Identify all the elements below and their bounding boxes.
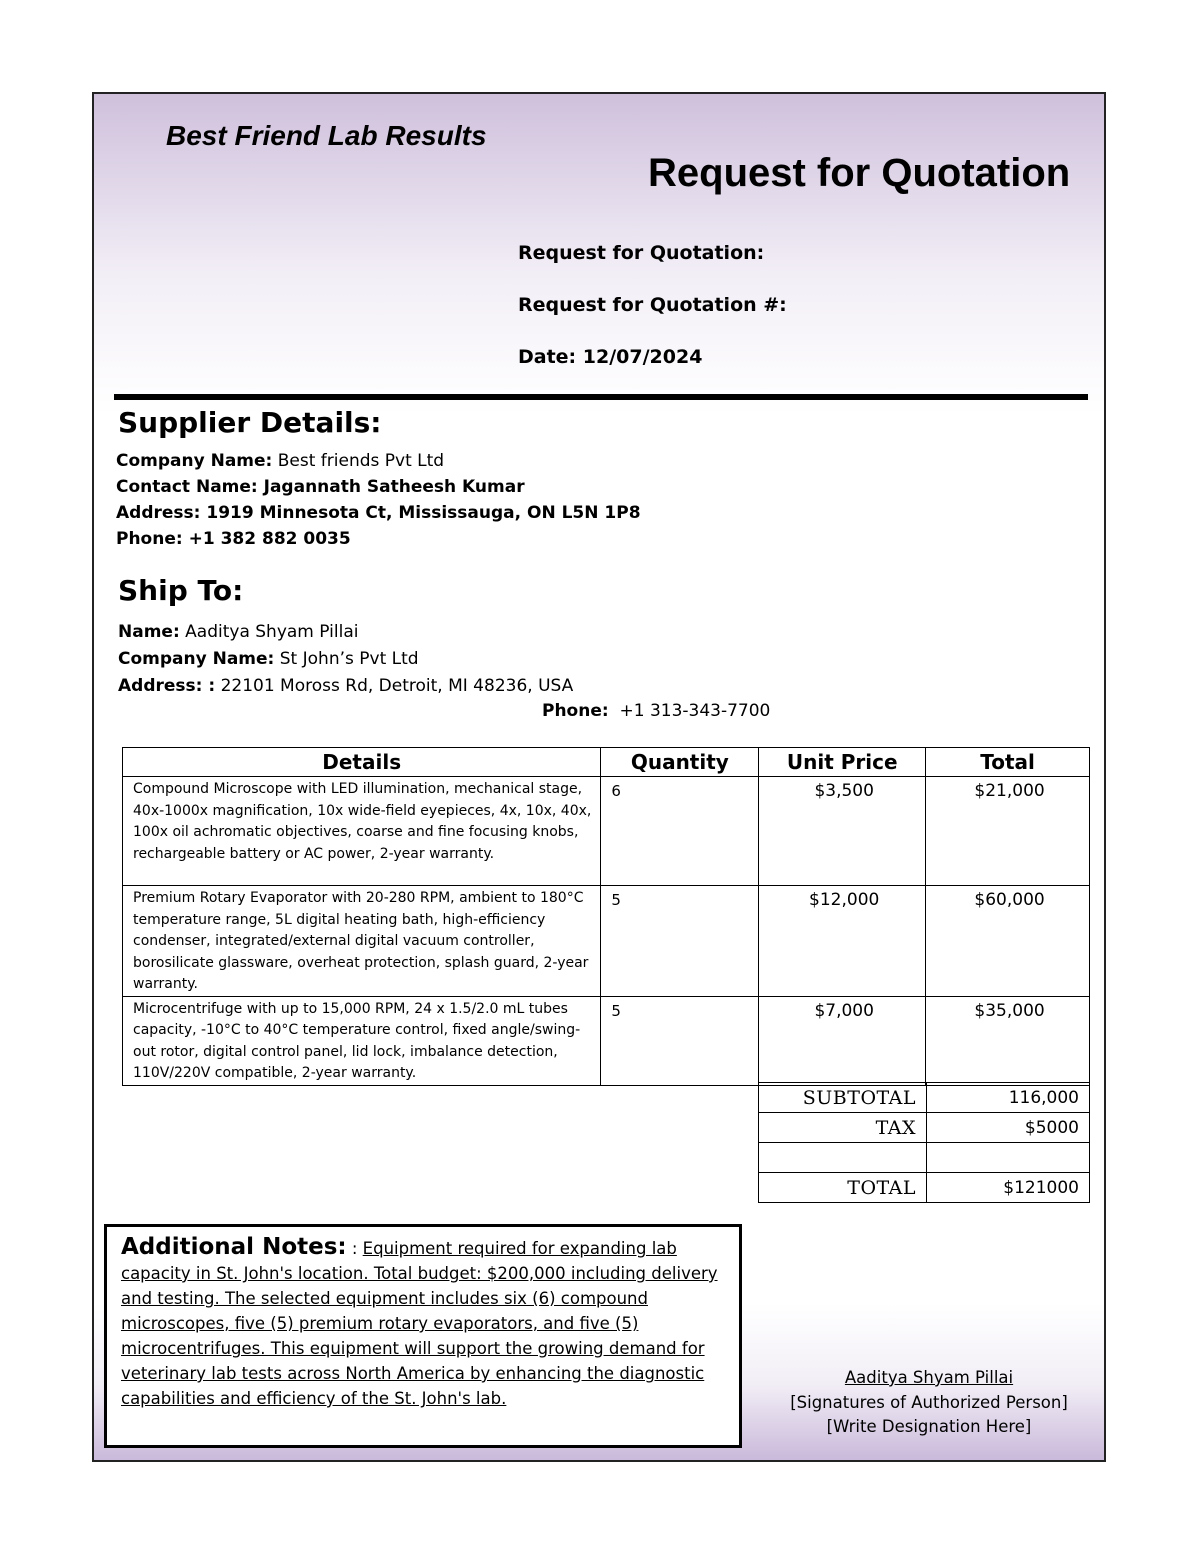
blank-label-cell xyxy=(759,1143,927,1173)
document-page xyxy=(92,92,1106,1462)
ship-to-heading: Ship To: xyxy=(118,574,244,607)
supplier-company xyxy=(116,451,444,471)
items-table xyxy=(122,747,1090,1086)
signature-name: Aaditya Shyam Pillai xyxy=(844,1368,1014,1387)
totals-table xyxy=(758,1082,1090,1203)
supplier-company-label: Company Name: xyxy=(116,451,273,471)
row-unit-price: $3,500 xyxy=(759,777,926,886)
row-total: $21,000 xyxy=(926,777,1090,886)
signature-line-2: [Write Designation Here] xyxy=(826,1417,1032,1436)
subtotal-value: 116,000 xyxy=(927,1083,1090,1113)
signature-block xyxy=(766,1366,1092,1440)
header-divider xyxy=(114,394,1088,400)
ship-to-address xyxy=(118,676,573,696)
ship-to-phone xyxy=(542,701,770,721)
table-header-row xyxy=(123,748,1090,777)
document-title: Request for Quotation xyxy=(648,151,1071,195)
supplier-company-value: Best friends Pvt Ltd xyxy=(272,451,445,471)
table-row xyxy=(123,886,1090,997)
ship-to-phone-label: Phone: xyxy=(542,701,609,721)
header-details: Details xyxy=(123,748,601,777)
ship-to-name-value: Aaditya Shyam Pillai xyxy=(179,622,359,642)
row-unit-price: $7,000 xyxy=(759,996,926,1085)
row-total: $60,000 xyxy=(926,886,1090,997)
signature-line-1: [Signatures of Authorized Person] xyxy=(790,1392,1068,1412)
ship-to-company-label: Company Name: xyxy=(118,649,275,669)
ship-to-address-value: 22101 Moross Rd, Detroit, MI 48236, USA xyxy=(215,676,574,696)
ship-to-company-value: St John’s Pvt Ltd xyxy=(274,649,419,669)
header-quantity: Quantity xyxy=(601,748,759,777)
date-label: Date: 12/07/2024 xyxy=(518,346,703,368)
notes-text: Equipment required for expanding lab capacity in St. John's location. Total budget: $200,000 including delivery and testing. The selected equipment includes six (6) compound microscopes, five (5) premium rotary evaporators, and five (5) microcentrifuges. This equipment will support the growing demand for veterinary lab tests across North America by enhancing the diagnostic capabilities and efficiency of the St. John's lab. xyxy=(121,1239,718,1408)
supplier-contact: Contact Name: Jagannath Satheesh Kumar xyxy=(116,477,525,497)
supplier-address: Address: 1919 Minnesota Ct, Mississauga, ON L5N 1P8 xyxy=(116,503,641,523)
row-unit-price: $12,000 xyxy=(759,886,926,997)
table-row xyxy=(123,777,1090,886)
ship-to-name xyxy=(118,622,358,642)
row-details: Microcentrifuge with up to 15,000 RPM, 24 x 1.5/2.0 mL tubes capacity, -10°C to 40°C temperature control, fixed angle/swing-out rotor, digital control panel, lid lock, imbalance detection, 110V/220V compatible, 2-year warranty. xyxy=(123,996,601,1085)
subtotal-row xyxy=(759,1083,1090,1113)
total-label: TOTAL xyxy=(759,1173,927,1203)
row-total: $35,000 xyxy=(926,996,1090,1085)
tax-row xyxy=(759,1113,1090,1143)
header-total: Total xyxy=(926,748,1090,777)
ship-to-name-label: Name: xyxy=(118,622,180,642)
row-quantity: 5 xyxy=(601,996,759,1085)
rfq-number-label: Request for Quotation #: xyxy=(518,294,787,316)
additional-notes-box xyxy=(104,1224,742,1448)
ship-to-phone-value: +1 313-343-7700 xyxy=(619,701,771,721)
table-row xyxy=(123,996,1090,1085)
notes-prefix: : xyxy=(346,1239,363,1258)
tax-label: TAX xyxy=(759,1113,927,1143)
ship-to-company xyxy=(118,649,419,669)
tax-value: $5000 xyxy=(927,1113,1090,1143)
rfq-label: Request for Quotation: xyxy=(518,242,765,264)
total-value: $121000 xyxy=(927,1173,1090,1203)
supplier-phone: Phone: +1 382 882 0035 xyxy=(116,529,351,549)
notes-heading: Additional Notes: xyxy=(121,1234,347,1260)
row-quantity: 6 xyxy=(601,777,759,886)
supplier-heading: Supplier Details: xyxy=(118,406,382,439)
row-details: Premium Rotary Evaporator with 20-280 RPM, ambient to 180°C temperature range, 5L digital heating bath, high-efficiency condenser, integrated/external digital vacuum controller, borosilicate glassware, overheat protection, splash guard, 2-year warranty. xyxy=(123,886,601,997)
blank-row xyxy=(759,1143,1090,1173)
company-name: Best Friend Lab Results xyxy=(166,120,487,151)
blank-value-cell xyxy=(927,1143,1090,1173)
total-row xyxy=(759,1173,1090,1203)
subtotal-label: SUBTOTAL xyxy=(759,1083,927,1113)
row-quantity: 5 xyxy=(601,886,759,997)
header-unit-price: Unit Price xyxy=(759,748,926,777)
ship-to-address-label: Address: : xyxy=(118,676,216,696)
row-details: Compound Microscope with LED illumination, mechanical stage, 40x-1000x magnification, 10x wide-field eyepieces, 4x, 10x, 40x, 100x oil achromatic objectives, coarse and fine focusing knobs, rechargeable battery or AC power, 2-year warranty. xyxy=(123,777,601,886)
